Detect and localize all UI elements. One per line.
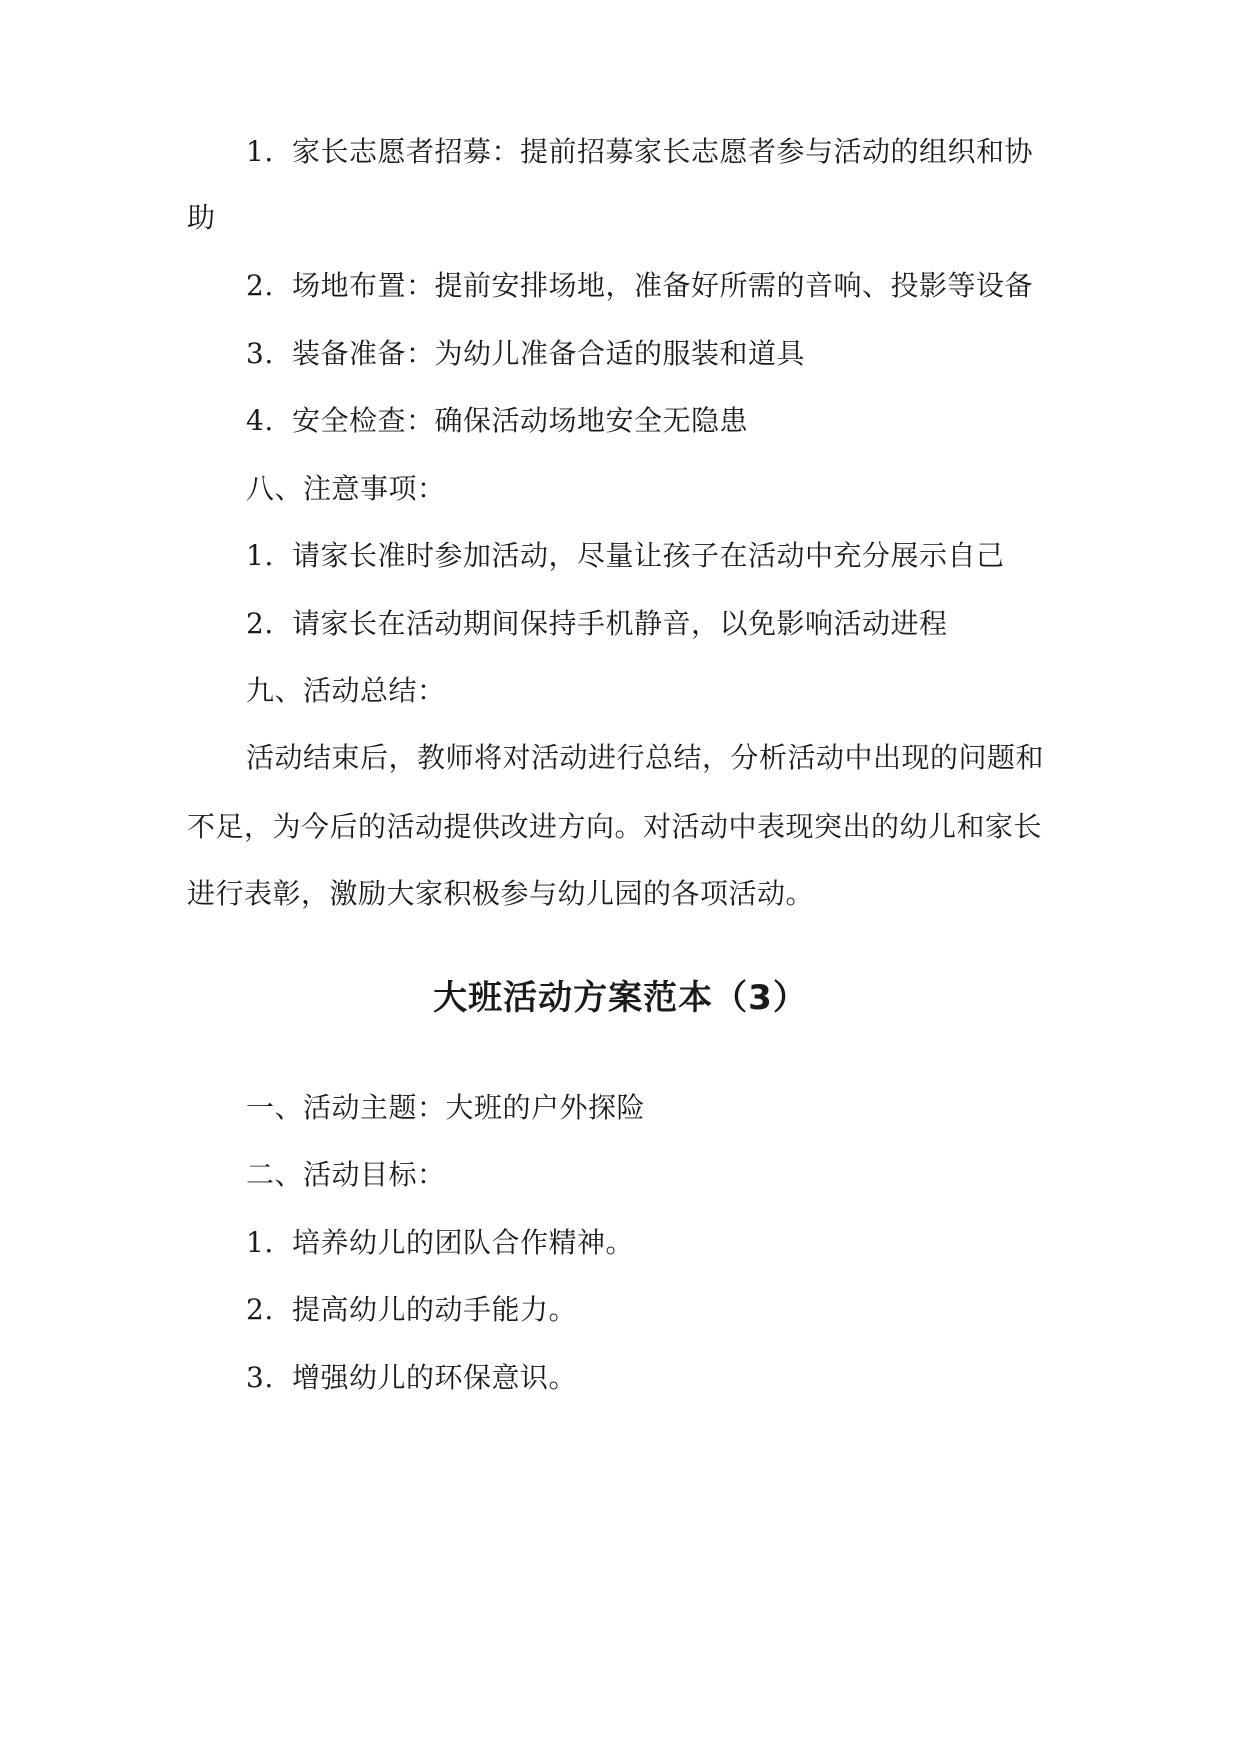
list-item xyxy=(246,268,1056,304)
list-item xyxy=(246,1292,1056,1328)
list-number: 4. xyxy=(246,404,274,437)
list-item xyxy=(246,1225,1056,1261)
list-item xyxy=(246,403,1056,439)
list-text: 增强幼儿的环保意识。 xyxy=(292,1361,578,1394)
list-text: 场地布置：提前安排场地，准备好所需的音响、投影等设备 xyxy=(292,269,1034,302)
list-number: 3. xyxy=(246,1361,274,1394)
list-text: 安全检查：确保活动场地安全无隐患 xyxy=(292,404,749,437)
list-text: 培养幼儿的团队合作精神。 xyxy=(292,1226,635,1259)
paragraph-line: 进行表彰，激励大家积极参与幼儿园的各项活动。 xyxy=(187,877,815,910)
paragraph-line: 不足，为今后的活动提供改进方向。对活动中表现突出的幼儿和家长 xyxy=(187,810,1043,843)
section-heading: 一、活动主题：大班的户外探险 xyxy=(246,1091,646,1124)
list-text: 装备准备：为幼儿准备合适的服装和道具 xyxy=(292,337,806,370)
section-heading: 二、活动目标： xyxy=(246,1158,446,1191)
list-number: 2. xyxy=(246,1293,274,1326)
section-heading: 九、活动总结： xyxy=(246,674,446,707)
list-text: 提高幼儿的动手能力。 xyxy=(292,1293,578,1326)
list-number: 1. xyxy=(246,135,274,168)
list-number: 1. xyxy=(246,539,274,572)
section-heading: 八、注意事项： xyxy=(246,472,446,505)
list-number: 2. xyxy=(246,269,274,302)
list-text: 请家长在活动期间保持手机静音，以免影响活动进程 xyxy=(292,607,948,640)
list-item xyxy=(246,606,1056,642)
list-item-continuation: 助 xyxy=(187,201,216,234)
list-text: 请家长准时参加活动，尽量让孩子在活动中充分展示自己 xyxy=(292,539,1005,572)
list-item xyxy=(246,1360,1056,1396)
list-text: 家长志愿者招募：提前招募家长志愿者参与活动的组织和协 xyxy=(292,135,1034,168)
paragraph-line: 活动结束后，教师将对活动进行总结，分析活动中出现的问题和 xyxy=(246,741,1045,774)
page-title: 大班活动方案范本（3） xyxy=(433,978,808,1018)
list-number: 3. xyxy=(246,337,274,370)
list-item xyxy=(246,134,1056,170)
list-item xyxy=(246,538,1056,574)
list-number: 1. xyxy=(246,1226,274,1259)
list-item xyxy=(246,336,1056,372)
list-number: 2. xyxy=(246,607,274,640)
